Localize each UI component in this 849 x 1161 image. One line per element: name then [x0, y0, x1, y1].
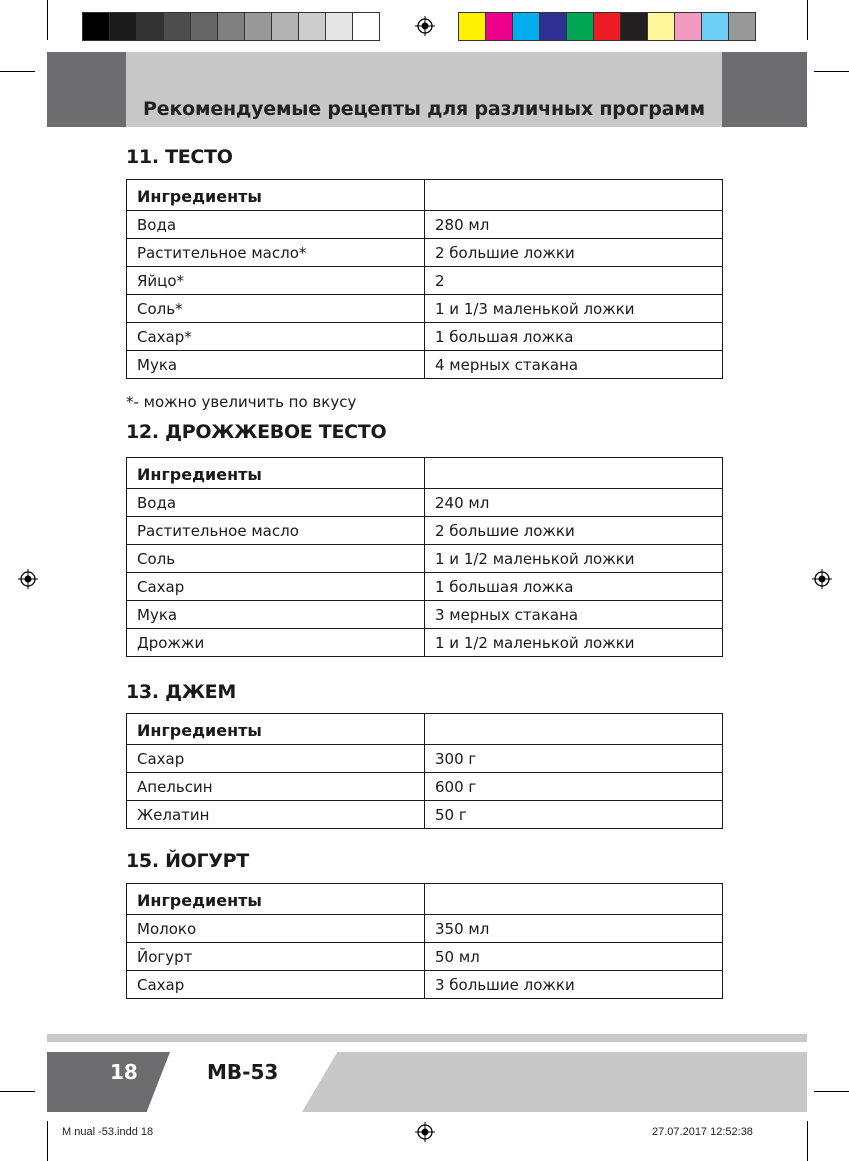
ingredient-name: Соль — [127, 545, 425, 573]
column-header: Ингредиенты — [127, 714, 425, 745]
crop-mark — [0, 1091, 35, 1092]
registration-mark-icon — [18, 569, 38, 589]
ingredient-name: Сахар — [127, 745, 425, 773]
column-header-empty — [425, 180, 723, 211]
table-row — [127, 323, 723, 351]
table-row — [127, 517, 723, 545]
column-header-empty — [425, 884, 723, 915]
ingredients-table — [126, 713, 723, 829]
color-swatch — [352, 12, 380, 41]
crop-mark — [814, 71, 849, 72]
ingredient-amount: 50 г — [425, 801, 723, 829]
slug-datetime: 27.07.2017 12:52:38 — [652, 1126, 753, 1138]
footer-rule — [47, 1034, 807, 1042]
ingredient-amount: 1 и 1/3 маленькой ложки — [425, 295, 723, 323]
table-row — [127, 239, 723, 267]
header-right-block — [722, 52, 807, 127]
ingredient-name: Сахар — [127, 573, 425, 601]
table-row — [127, 745, 723, 773]
color-swatch — [217, 12, 245, 41]
color-swatch — [109, 12, 137, 41]
recipe-title: 12. ДРОЖЖЕВОЕ ТЕСТО — [126, 421, 387, 443]
table-header-row — [127, 458, 723, 489]
ingredient-name: Растительное масло — [127, 517, 425, 545]
table-row — [127, 629, 723, 657]
ingredient-amount: 3 мерных стакана — [425, 601, 723, 629]
ingredient-amount: 280 мл — [425, 211, 723, 239]
ingredient-amount: 1 большая ложка — [425, 573, 723, 601]
ingredient-amount: 600 г — [425, 773, 723, 801]
ingredients-table — [126, 457, 723, 657]
color-swatch — [485, 12, 513, 41]
column-header: Ингредиенты — [127, 180, 425, 211]
table-header-row — [127, 714, 723, 745]
ingredient-name: Мука — [127, 351, 425, 379]
color-swatch — [674, 12, 702, 41]
ingredient-amount: 300 г — [425, 745, 723, 773]
ingredient-name: Сахар — [127, 971, 425, 999]
model-name: MB-53 — [207, 1060, 279, 1084]
ingredient-amount: 350 мл — [425, 915, 723, 943]
color-swatch — [566, 12, 594, 41]
ingredient-name: Вода — [127, 211, 425, 239]
ingredient-name: Желатин — [127, 801, 425, 829]
color-swatch — [271, 12, 299, 41]
ingredient-name: Мука — [127, 601, 425, 629]
ingredient-amount: 50 мл — [425, 943, 723, 971]
table-row — [127, 295, 723, 323]
ingredient-name: Яйцо* — [127, 267, 425, 295]
table-row — [127, 211, 723, 239]
table-row — [127, 573, 723, 601]
table-header-row — [127, 884, 723, 915]
slug-filename: M nual -53.indd 18 — [62, 1126, 154, 1138]
table-row — [127, 267, 723, 295]
color-swatch — [620, 12, 648, 41]
column-header: Ингредиенты — [127, 458, 425, 489]
column-header-empty — [425, 458, 723, 489]
registration-mark-icon — [415, 1122, 435, 1142]
page-number-block — [47, 1052, 170, 1112]
ingredient-amount: 1 большая ложка — [425, 323, 723, 351]
ingredient-name: Молоко — [127, 915, 425, 943]
color-swatch — [136, 12, 164, 41]
color-swatch — [244, 12, 272, 41]
table-row — [127, 601, 723, 629]
crop-mark — [814, 1091, 849, 1092]
ingredients-table — [126, 179, 723, 379]
column-header-empty — [425, 714, 723, 745]
ingredient-amount: 1 и 1/2 маленькой ложки — [425, 545, 723, 573]
table-row — [127, 915, 723, 943]
recipe-title: 11. ТЕСТО — [126, 146, 233, 168]
color-swatch — [82, 12, 110, 41]
color-swatch — [325, 12, 353, 41]
table-row — [127, 489, 723, 517]
ingredient-name: Йогурт — [127, 943, 425, 971]
color-swatch — [701, 12, 729, 41]
ingredient-amount: 3 большие ложки — [425, 971, 723, 999]
ingredient-name: Растительное масло* — [127, 239, 425, 267]
column-header: Ингредиенты — [127, 884, 425, 915]
crop-mark — [0, 71, 35, 72]
ingredient-amount: 2 большие ложки — [425, 239, 723, 267]
page-title: Рекомендуемые рецепты для различных программ — [143, 98, 705, 120]
ingredient-name: Сахар* — [127, 323, 425, 351]
ingredient-name: Вода — [127, 489, 425, 517]
ingredient-amount: 4 мерных стакана — [425, 351, 723, 379]
recipe-title: 15. ЙОГУРТ — [126, 850, 249, 872]
registration-mark-icon — [812, 569, 832, 589]
table-row — [127, 773, 723, 801]
color-swatch — [728, 12, 756, 41]
crop-mark — [807, 0, 808, 40]
table-row — [127, 943, 723, 971]
table-row — [127, 971, 723, 999]
footnote: *- можно увеличить по вкусу — [126, 393, 357, 411]
ingredient-amount: 2 большие ложки — [425, 517, 723, 545]
color-swatch — [539, 12, 567, 41]
ingredient-amount: 2 — [425, 267, 723, 295]
ingredients-table — [126, 883, 723, 999]
ingredient-name: Соль* — [127, 295, 425, 323]
color-swatch — [163, 12, 191, 41]
ingredient-name: Дрожжи — [127, 629, 425, 657]
footer-band — [302, 1052, 807, 1112]
header-left-block — [47, 52, 126, 127]
table-row — [127, 545, 723, 573]
recipe-title: 13. ДЖЕМ — [126, 681, 236, 703]
ingredient-name: Апельсин — [127, 773, 425, 801]
color-swatch — [298, 12, 326, 41]
color-swatch — [190, 12, 218, 41]
crop-mark — [47, 0, 48, 40]
color-swatch — [512, 12, 540, 41]
table-header-row — [127, 180, 723, 211]
color-swatch — [593, 12, 621, 41]
process-color-bar — [458, 12, 755, 41]
crop-mark — [807, 1121, 808, 1161]
table-row — [127, 351, 723, 379]
page-number: 18 — [110, 1060, 138, 1084]
color-swatch — [647, 12, 675, 41]
color-swatch — [458, 12, 486, 41]
registration-mark-icon — [415, 16, 435, 36]
crop-mark — [47, 1121, 48, 1161]
ingredient-amount: 1 и 1/2 маленькой ложки — [425, 629, 723, 657]
grayscale-color-bar — [82, 12, 379, 41]
table-row — [127, 801, 723, 829]
ingredient-amount: 240 мл — [425, 489, 723, 517]
